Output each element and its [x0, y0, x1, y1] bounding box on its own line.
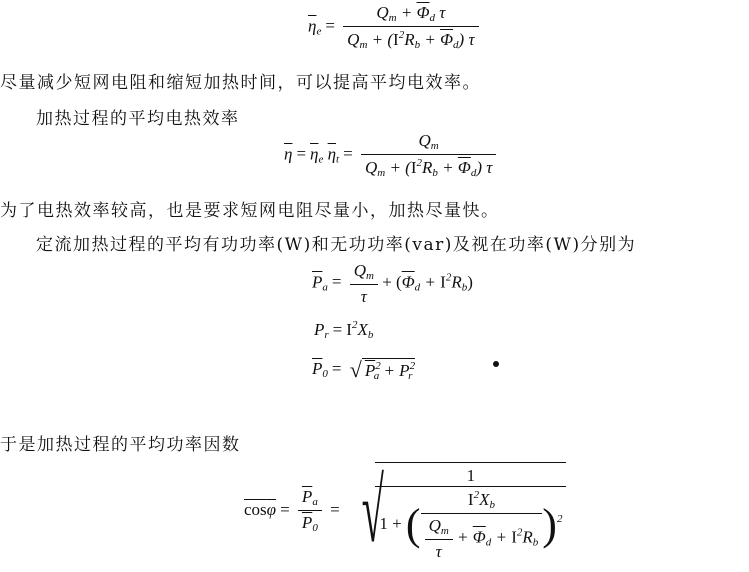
body-text-line-2: 加热过程的平均电热效率	[36, 109, 240, 129]
equation-active-power: $\overline{P}_a$ = $\frac{Q_m}{\tau}$ + $(\overline{\Phi}_d + I^2R_b)$	[312, 261, 473, 306]
body-text-line-4: 定流加热过程的平均有功功率(W)和无功功率(var)及视在功率(W)分别为	[36, 235, 637, 255]
equation-reactive-power: $P_r = I^2X_b$	[314, 319, 374, 341]
equation-electrical-efficiency: $\overline{\eta}_e$ = $\frac{Q_m + \overline{\Phi}_d \tau}{Q_m + (I^2R_b + \overline{\Phi}_d) \tau}$	[308, 4, 479, 51]
equation-power-factor: $\overline{cos}\overline{\varphi}$ = $\frac{\overline{P}_a}{\overline{P}_0}$ = √ 1 1 + ( $I^2X_b$ $\frac{Q_m}{\tau}$ + $\overline{\Phi}_d + I^2R_b$ )$^2$	[244, 462, 566, 560]
equation-total-efficiency: $\overline{\eta} = \overline{\eta}_e$ $\overline{\eta}_t$ = $\frac{Q_m}{Q_m + (I^2R_b + \overline{\Phi}_d) \tau}$	[284, 132, 496, 179]
body-text-line-1: 尽量减少短网电阻和缩短加热时间，可以提高平均电效率。	[0, 73, 481, 93]
body-text-line-3: 为了电热效率较高，也是要求短网电阻尽量小，加热尽量快。	[0, 201, 500, 221]
equation-apparent-power: $\overline{P}_0$ = √ $P^2_a + P^2_r$	[312, 357, 416, 382]
body-text-line-5: 于是加热过程的平均功率因数	[0, 435, 241, 455]
decorative-mark-icon	[492, 360, 500, 368]
